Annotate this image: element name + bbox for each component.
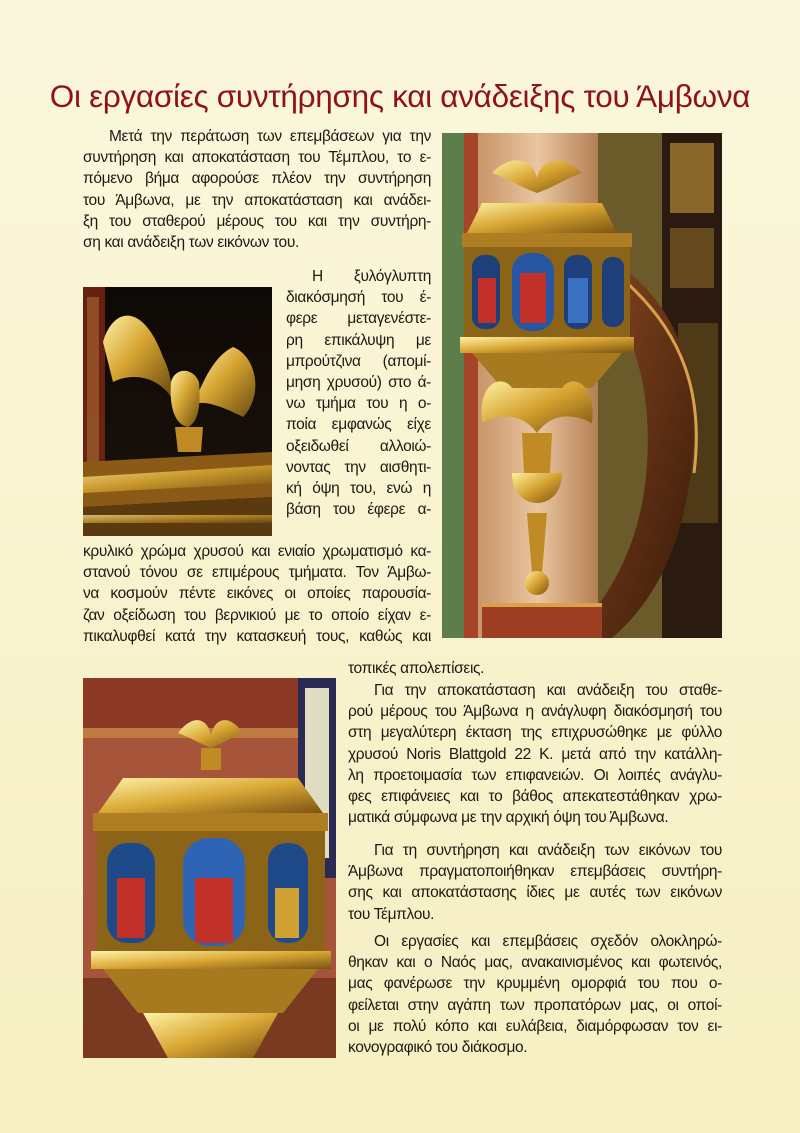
text-line: ρη επικάλυψη με (286, 331, 431, 349)
text-line: λη προετοιμασία των επιφανειών. Οι λοιπές ανάγλυ- (348, 766, 722, 784)
text-line: Η ξυλόγλυπτη (312, 268, 431, 285)
text-line: στη μεγαλύτερη έκταση της επιχρυσώθηκε με φύλλο (348, 724, 722, 742)
text-line: του Τέμπλου. (348, 905, 435, 923)
text-line: χρυσού Noris Blattgold 22 K. μετά από την κατάλλη- (348, 745, 722, 763)
text-line: μηση χρυσού) στο ά- (286, 374, 431, 392)
text-line: μας φανέρωσε την κρυμμένη ομορφιά του που ο- (348, 975, 722, 993)
text-line: φερε μεταγενέστε- (286, 310, 431, 328)
text-line: θηκαν και ο Ναός μας, ανακαινισμένος και φωτεινός, (348, 954, 722, 972)
paragraph-conclusion (348, 931, 722, 1058)
text-line: Οι εργασίες και επεμβάσεις σχεδόν ολοκληρώ- (374, 933, 722, 950)
text-line: ση και ανάδειξη των εικόνων του. (83, 234, 299, 252)
text-line: τοπικές απολεπίσεις. (348, 660, 485, 677)
text-line: να κοσμούν πέντε εικόνες οι οποίες παρουσία- (83, 585, 431, 603)
paragraph-wood-carving-end (348, 658, 722, 679)
text-line: οξειδωθεί αλλοιώ- (286, 437, 431, 455)
text-line: κή όψη του, ενώ η (286, 480, 431, 498)
text-line: κονογραφικό του διάκοσμο. (348, 1039, 528, 1057)
text-line: ζαν οξείδωση του βερνικιού με το οποίο είχαν ε- (83, 606, 431, 624)
eagle-carving-photo (83, 287, 272, 536)
page-title: Οι εργασίες συντήρησης και ανάδειξης του Άμβωνα (49, 78, 751, 114)
text-line: ποία εμφανώς είχε (286, 416, 431, 434)
text-line: οι με πολύ κόπο και ευλάβεια, διαμόρφωσαν τον ει- (348, 1017, 722, 1035)
text-line: νοντας την αισθητι- (286, 458, 431, 476)
paragraph-gilding (348, 680, 722, 828)
text-line: Για την αποκατάσταση και ανάδειξη του σταθε- (374, 682, 722, 699)
text-line: σης και αποκατάστασης ίδιες με αυτές των εικόνων (348, 884, 722, 902)
paragraph-wood-carving-cont (83, 541, 431, 647)
text-line: διακόσμησή του έ- (286, 289, 431, 307)
text-line: φείλεται στην αγάπη των προπατόρων μας, οι οποί- (348, 996, 722, 1014)
text-line: μπρούτζινα (απομί- (286, 352, 431, 370)
text-line: του Άμβωνα, με την αποκατάσταση και ανάδει- (83, 191, 431, 209)
text-line: φες επιφάνειες και το βάθος απεκατεστάθηκαν χρω- (348, 788, 722, 806)
pulpit-staircase-photo (442, 133, 722, 638)
text-line: ματικά σύμφωνα με την αρχική όψη του Άμβωνα. (348, 809, 669, 827)
text-line: ξη του σταθερού μέρους του και την συντήρη- (83, 212, 431, 230)
text-line: νω τμήμα του η ο- (286, 395, 431, 413)
text-line: ρού μέρους του Άμβωνα η ανάγλυφη διακόσμησή του (348, 703, 722, 721)
text-line: Μετά την περάτωση των επεμβάσεων για την (109, 128, 431, 145)
paragraph-intro (83, 126, 431, 253)
text-line: κρυλικό χρώμα χρυσού και ενιαίο χρωματισμό κα- (83, 543, 431, 560)
pulpit-icons-photo (83, 678, 336, 1058)
text-line: πικαλυφθεί κατά την κατασκευή τους, καθώς και (83, 627, 431, 645)
paragraph-icons-conservation (348, 840, 722, 925)
text-line: βάση του έφερε α- (286, 501, 431, 519)
text-line: πόμενο βήμα αφορούσε πλέον την συντήρηση (83, 170, 431, 188)
text-line: Άμβωνα πραγματοποιήθηκαν επεμβάσεις συντήρη- (348, 863, 722, 881)
text-line: συντήρηση και αποκατάσταση του Τέμπλου, το ε- (83, 149, 431, 167)
text-line: στανού τόνου σε επιμέρους τμήματα. Τον Άμβω- (83, 564, 431, 582)
text-line: Για τη συντήρηση και ανάδειξη των εικόνων του (374, 842, 722, 859)
paragraph-wood-carving-wrap (286, 266, 431, 520)
